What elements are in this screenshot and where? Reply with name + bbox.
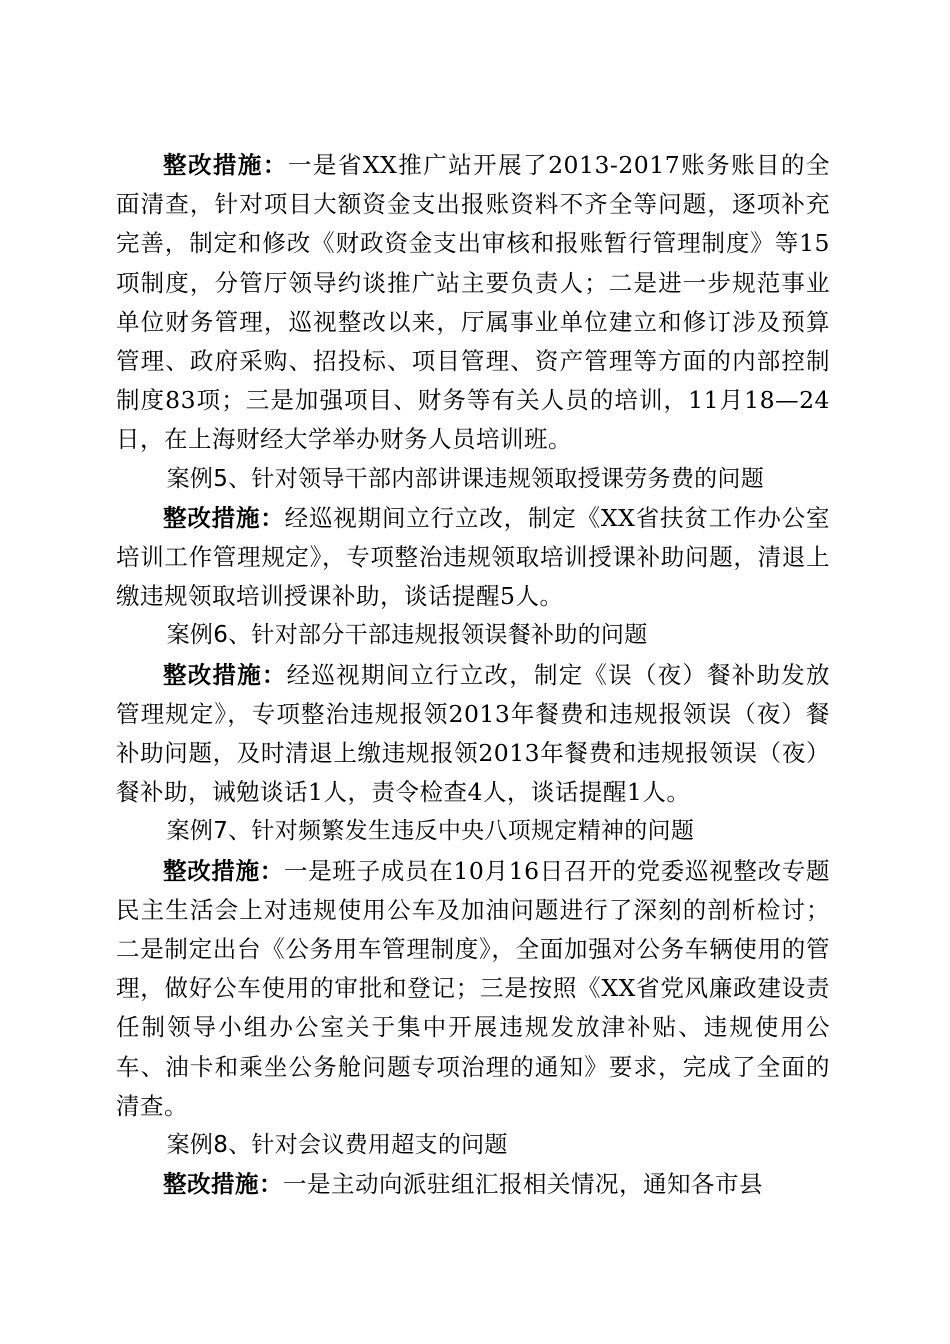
measure-label: 整改措施： bbox=[163, 856, 284, 885]
measure-label: 整改措施： bbox=[163, 660, 287, 689]
measure-paragraph-4 bbox=[116, 852, 830, 1126]
measure-text: 一是班子成员在10月16日召开的党委巡视整改专题民主生活会上对违规使用公车及加油问题进行了深刻的剖析检讨；二是制定出台《公务用车管理制度》，全面加强对公务车辆使用的管理，做好公车使用的审批和登记；三是按照《XX省党风廉政建设责任制领导小组办公室关于集中开展违规发放津补贴、违规使用公车、油卡和乘坐公务舱问题专项治理的通知》要求，完成了全面的清查。 bbox=[116, 856, 830, 1120]
measure-text: 经巡视期间立行立改，制定《XX省扶贫工作办公室培训工作管理规定》，专项整治违规领取培训授课补助问题，清退上缴违规领取培训授课补助，谈话提醒5人。 bbox=[116, 503, 830, 611]
measure-text: 一是省XX推广站开展了2013-2017账务账目的全面清查，针对项目大额资金支出报账资料不齐全等问题，逐项补充完善，制定和修改《财政资金支出审核和报账暂行管理制度》等15项制度，分管厅领导约谈推广站主要负责人；二是进一步规范事业单位财务管理，巡视整改以来，厅属事业单位建立和修订涉及预算管理、政府采购、招投标、项目管理、资产管理等方面的内部控制制度83项；三是加强项目、财务等有关人员的培训，11月18—24日，在上海财经大学举办财务人员培训班。 bbox=[116, 151, 831, 454]
document-page bbox=[116, 146, 830, 1204]
case-heading-7: 案例7、针对频繁发生违反中央八项规定精神的问题 bbox=[166, 818, 695, 845]
measure-label: 整改措施： bbox=[163, 151, 288, 179]
measure-text: 一是主动向派驻组汇报相关情况，通知各市县 bbox=[283, 1170, 763, 1199]
case-heading-6: 案例6、针对部分干部违规报领误餐补助的问题 bbox=[166, 622, 648, 649]
measure-label: 整改措施： bbox=[163, 1170, 283, 1199]
measure-paragraph-2 bbox=[116, 499, 830, 617]
case-heading-5: 案例5、针对领导干部内部讲课违规领取授课劳务费的问题 bbox=[166, 465, 765, 492]
measure-text: 经巡视期间立行立改，制定《误（夜）餐补助发放管理规定》，专项整治违规报领2013年餐费和违规报领误（夜）餐补助问题，及时清退上缴违规报领2013年餐费和违规报领误（夜）餐补助，诫勉谈话1人，责令检查4人，谈话提醒1人。 bbox=[116, 660, 831, 807]
measure-paragraph-5 bbox=[116, 1165, 830, 1204]
case-heading-8: 案例8、针对会议费用超支的问题 bbox=[166, 1132, 508, 1159]
measure-label: 整改措施： bbox=[163, 503, 285, 532]
measure-paragraph-3 bbox=[116, 656, 830, 813]
measure-paragraph-1 bbox=[116, 146, 830, 460]
